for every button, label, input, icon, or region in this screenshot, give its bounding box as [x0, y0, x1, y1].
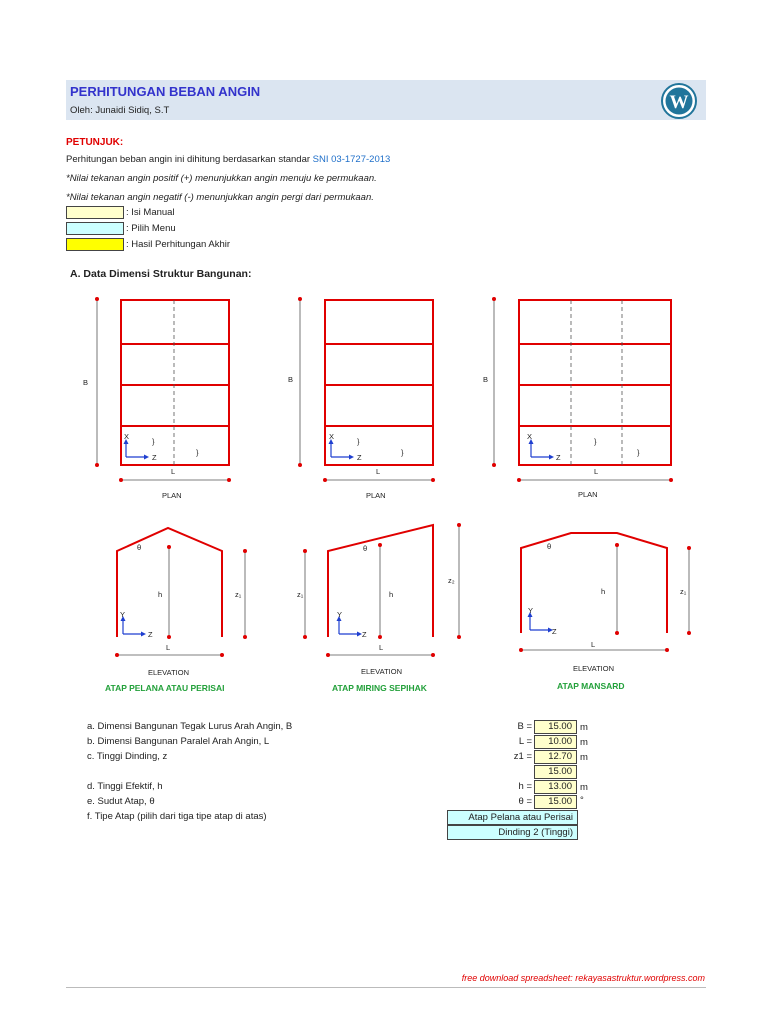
plan3-brace-2: } [637, 448, 640, 457]
legend-label-manual: : Isi Manual [126, 207, 175, 218]
instructions-line-1-text: Perhitungan beban angin ini dihitung berdasarkan standar [66, 154, 313, 165]
dim-var-z1: z1 = [513, 751, 532, 762]
plan3-l-label: L [594, 467, 599, 476]
plan3-x-label: X [527, 432, 533, 441]
structure-diagram [0, 280, 768, 700]
plan1-z-label: Z [152, 453, 157, 462]
elev3-z1: z₁ [680, 587, 687, 596]
elev1-z1: z₁ [235, 590, 242, 599]
elev2-z2: z₂ [448, 576, 455, 585]
svg-text:W: W [669, 92, 689, 113]
elev2-theta: θ [363, 544, 368, 553]
elev3-l: L [591, 640, 596, 649]
dim-label-z: c. Tinggi Dinding, z [87, 751, 168, 762]
footer-credit: free download spreadsheet: rekayasastruktur.wordpress.com [461, 973, 705, 983]
dim-var-h: h = [518, 781, 532, 792]
unit-h: m [580, 782, 588, 793]
plan1-b-label: B [83, 378, 89, 387]
plan1-caption: PLAN [162, 491, 182, 500]
input-z1[interactable]: 12.70 [534, 750, 577, 764]
plan3-caption: PLAN [578, 490, 598, 499]
wall-select[interactable]: Dinding 2 (Tinggi) [447, 825, 578, 840]
author-line: Oleh: Junaidi Sidiq, S.T [70, 105, 170, 116]
legend-label-menu: : Pilih Menu [126, 223, 176, 234]
elev1-theta: θ [137, 543, 142, 552]
input-h[interactable]: 13.00 [534, 780, 577, 794]
plan-diagram-1 [95, 297, 231, 482]
elev3-y: Y [528, 606, 534, 615]
instructions-line-2: *Nilai tekanan angin positif (+) menunjukkan angin menuju ke permukaan. [66, 173, 377, 184]
roof-type-caption-monoslope: ATAP MIRING SEPIHAK [332, 683, 427, 693]
sni-link[interactable]: SNI 03-1727-2013 [312, 154, 391, 165]
elevation-gable [115, 528, 247, 657]
elev2-l: L [379, 643, 384, 652]
plan1-brace-2: } [196, 448, 199, 457]
roof-type-caption-gable: ATAP PELANA ATAU PERISAI [105, 683, 225, 693]
plan2-b-label: B [288, 375, 294, 384]
elev2-z1: z₁ [297, 590, 304, 599]
section-a-title: A. Data Dimensi Struktur Bangunan: [70, 268, 252, 280]
legend-swatch-result [66, 238, 124, 251]
elev3-caption: ELEVATION [573, 664, 614, 673]
plan3-b-label: B [483, 375, 489, 384]
elev2-caption: ELEVATION [361, 667, 402, 676]
input-b[interactable]: 15.00 [534, 720, 577, 734]
dim-var-theta: θ = [518, 796, 532, 807]
elev1-z: Z [148, 630, 153, 639]
plan1-brace-1: } [152, 437, 155, 446]
plan2-brace-2: } [401, 448, 404, 457]
input-l[interactable]: 10.00 [534, 735, 577, 749]
elev1-y: Y [120, 610, 126, 619]
plan-diagram-3 [492, 297, 673, 482]
elev2-z: Z [362, 630, 367, 639]
roof-type-select[interactable]: Atap Pelana atau Perisai [447, 810, 578, 825]
unit-b: m [580, 722, 588, 733]
dim-label-h: d. Tinggi Efektif, h [87, 781, 163, 792]
plan1-x-label: X [124, 432, 130, 441]
input-theta[interactable]: 15.00 [534, 795, 577, 809]
plan2-x-label: X [329, 432, 335, 441]
dim-label-roof-type: f. Tipe Atap (pilih dari tiga tipe atap di atas) [87, 811, 267, 822]
dim-label-l: b. Dimensi Bangunan Paralel Arah Angin, L [87, 736, 270, 747]
unit-l: m [580, 737, 588, 748]
instructions-line-3: *Nilai tekanan angin negatif (-) menunjukkan angin pergi dari permukaan. [66, 192, 374, 203]
plan2-z-label: Z [357, 453, 362, 462]
plan-diagram-2 [298, 297, 435, 482]
plan3-z-label: Z [556, 453, 561, 462]
elev2-y: Y [337, 610, 343, 619]
dim-var-l: L = [518, 736, 532, 747]
elev1-l: L [166, 643, 171, 652]
elevation-monoslope [303, 523, 461, 657]
instructions-line-1 [66, 154, 390, 165]
plan2-l-label: L [376, 467, 381, 476]
dim-label-theta: e. Sudut Atap, θ [87, 796, 155, 807]
elev1-caption: ELEVATION [148, 668, 189, 677]
elev1-h: h [158, 590, 163, 599]
unit-theta: ° [580, 795, 584, 806]
legend-label-result: : Hasil Perhitungan Akhir [126, 239, 231, 250]
elev3-theta: θ [547, 542, 552, 551]
page-title: PERHITUNGAN BEBAN ANGIN [70, 84, 261, 99]
dim-var-b: B = [517, 721, 532, 732]
plan1-l-label: L [171, 467, 176, 476]
legend-swatch-manual [66, 206, 124, 219]
unit-z1: m [580, 752, 588, 763]
wordpress-logo-icon [657, 82, 701, 120]
plan2-brace-1: } [357, 437, 360, 446]
roof-type-caption-mansard: ATAP MANSARD [557, 681, 625, 691]
dim-label-b: a. Dimensi Bangunan Tegak Lurus Arah Angin, B [87, 721, 293, 732]
elev2-h: h [389, 590, 394, 599]
instructions-heading: PETUNJUK: [66, 137, 124, 148]
footer-divider [66, 987, 706, 988]
elev3-h: h [601, 587, 606, 596]
plan2-caption: PLAN [366, 491, 386, 500]
input-z2[interactable]: 15.00 [534, 765, 577, 779]
elev3-z: Z [552, 627, 557, 636]
plan3-brace-1: } [594, 437, 597, 446]
legend-swatch-menu [66, 222, 124, 235]
